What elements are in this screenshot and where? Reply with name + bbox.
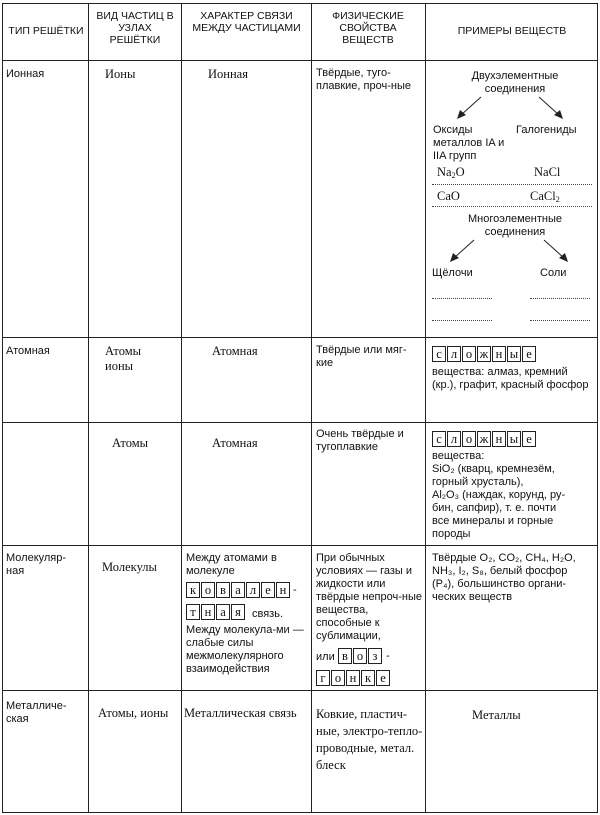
letter-box: ы [507,431,521,447]
dotted-line [432,298,492,299]
metallic-bond: Металлическая связь [184,706,297,720]
dotted-line [530,298,590,299]
atomic2-line: горный хрусталь), [432,475,524,488]
ionic-salts: Соли [540,267,567,279]
molecular-line: (P₄), большинство органи- [432,577,567,590]
atomic2-bond: Атомная [212,436,258,450]
letter-box: н [492,431,506,447]
letter-box: н [201,604,215,620]
letter-box: л [447,346,461,362]
atomic2-line: вещества: [432,450,485,462]
atomic2-line: бин, сапфир), т. е. почти [432,501,557,514]
atomic2-line: породы [432,527,471,540]
arrow-down-right-icon [540,238,570,263]
letter-box: я [231,604,245,620]
ionic-type: Ионная [6,68,45,80]
atomic-type: Атомная [6,345,50,357]
col-border-3 [311,3,312,813]
ionic-particles: Ионы [105,67,136,81]
molecular-or-label: или [316,651,335,663]
letter-box: з [368,648,382,664]
boxed-word-complex [432,346,537,362]
molecular-bond-text2: связь. [252,608,284,620]
letter-box: о [462,346,476,362]
ionic-properties: Твёрдые, туго-плавкие, проч-ные [316,67,411,92]
letter-box: е [376,670,390,686]
molecular-line: NH₃, I₂, S₈, белый фосфор [432,564,568,577]
atomic2-line: все минералы и горные [432,514,554,527]
molecular-particles: Молекулы [102,560,157,574]
row-border-ionic [2,337,598,338]
ionic-halides: Галогениды [516,124,577,136]
table-top-border [2,3,598,4]
letter-box: е [522,431,536,447]
col-border-0 [2,3,3,813]
atomic-properties: Твёрдые или мяг-кие [316,344,407,369]
dotted-line [432,184,592,185]
atomic-examples: вещества: алмаз, кремний (кр.), графит, красный фосфор [432,366,589,391]
metallic-examples: Металлы [472,708,521,722]
formula-cao: CaO [437,189,460,203]
atomic2-examples [432,450,596,541]
letter-box: т [186,604,200,620]
arrow-down-left-icon [448,238,478,263]
atomic2-line: Al₂O₃ (наждак, корунд, ру- [432,488,566,501]
header-examples: ПРИМЕРЫ ВЕЩЕСТВ [457,25,567,37]
boxed-word-covalent-1 [186,582,291,598]
letter-box: а [231,582,245,598]
atomic-bond: Атомная [212,344,258,358]
row-border-molecular [2,690,598,691]
formula-nacl: NaCl [534,165,561,179]
letter-box: а [216,604,230,620]
ionic-oxides: Оксиды металлов IA и IIA групп [433,124,505,162]
table-bottom-border [2,812,598,813]
molecular-examples [432,552,596,604]
letter-box: н [276,582,290,598]
letter-box: с [432,431,446,447]
arrow-down-right-icon [535,95,565,120]
dotted-line [432,320,492,321]
metallic-type: Металличе-ская [6,700,67,725]
col-border-1 [88,3,89,813]
letter-box: л [447,431,461,447]
boxed-word-covalent-2 [186,604,246,620]
letter-box: о [201,582,215,598]
ionic-multi-element: Многоэлементные соединения [467,213,563,238]
atomic2-properties: Очень твёрдые и тугоплавкие [316,428,404,453]
header-properties: ФИЗИЧЕСКИЕ СВОЙСТВА ВЕЩЕСТВ [332,10,404,47]
dotted-line [432,206,592,207]
dotted-line [530,320,590,321]
boxed-word-sublimation-1 [338,648,383,664]
letter-box: ж [477,431,491,447]
metallic-properties: Ковкие, пластич-ные, электро-тепло-проводные, метал. блеск [316,707,423,772]
letter-box: е [261,582,275,598]
col-border-4 [425,3,426,813]
letter-box: в [216,582,230,598]
atomic2-particles: Атомы [112,436,149,450]
ionic-bond: Ионная [208,67,248,81]
letter-box: ж [477,346,491,362]
letter-box: н [346,670,360,686]
letter-box: с [432,346,446,362]
letter-box: о [462,431,476,447]
letter-box: е [522,346,536,362]
molecular-properties: При обычных условиях — газы и жидкости или твёрдые непроч-ные вещества, способные к сублимации, [316,552,422,642]
col-border-2 [181,3,182,813]
molecular-type: Молекуляр-ная [6,552,67,577]
header-lattice-type: ТИП РЕШЁТКИ [8,25,84,37]
ionic-alkalis: Щёлочи [432,267,473,279]
letter-box: ы [507,346,521,362]
letter-box: о [353,648,367,664]
molecular-bond-text3: Между молекула-ми — слабые силы межмолекулярного взаимодействия [186,624,304,675]
molecular-line: ческих веществ [432,590,513,603]
col-border-5 [597,3,598,813]
formula-na2o: $Na_2O$ [437,165,465,180]
letter-box: г [316,670,330,686]
atomic2-line: SiO₂ (кварц, кремнезём, [432,462,555,475]
letter-box: н [492,346,506,362]
letter-box: л [246,582,260,598]
letter-box: к [361,670,375,686]
arrow-down-left-icon [455,95,485,120]
boxed-word-sublimation-2 [316,670,391,686]
metallic-particles: Атомы, ионы [98,706,169,720]
row-border-atomic [2,422,598,423]
hyphen: - [386,650,390,662]
letter-box: в [338,648,352,664]
boxed-word-complex [432,431,537,447]
letter-box: о [331,670,345,686]
header-bond: ХАРАКТЕР СВЯЗИ МЕЖДУ ЧАСТИЦАМИ [192,10,301,35]
ionic-two-element: Двухэлементные соединения [471,70,559,95]
header-bottom-border [2,60,598,61]
molecular-line: Твёрдые O₂, CO₂, CH₄, H₂O, [432,552,576,564]
molecular-bond-text1: Между атомами в молекуле [186,552,277,577]
row-border-atomic2 [2,545,598,546]
hyphen: - [293,584,297,596]
header-particles: ВИД ЧАСТИЦ В УЗЛАХ РЕШЁТКИ [96,10,174,47]
letter-box: к [186,582,200,598]
atomic-particles: Атомы ионы [105,344,142,373]
formula-cacl2: CaCl$_2$ [530,189,560,204]
